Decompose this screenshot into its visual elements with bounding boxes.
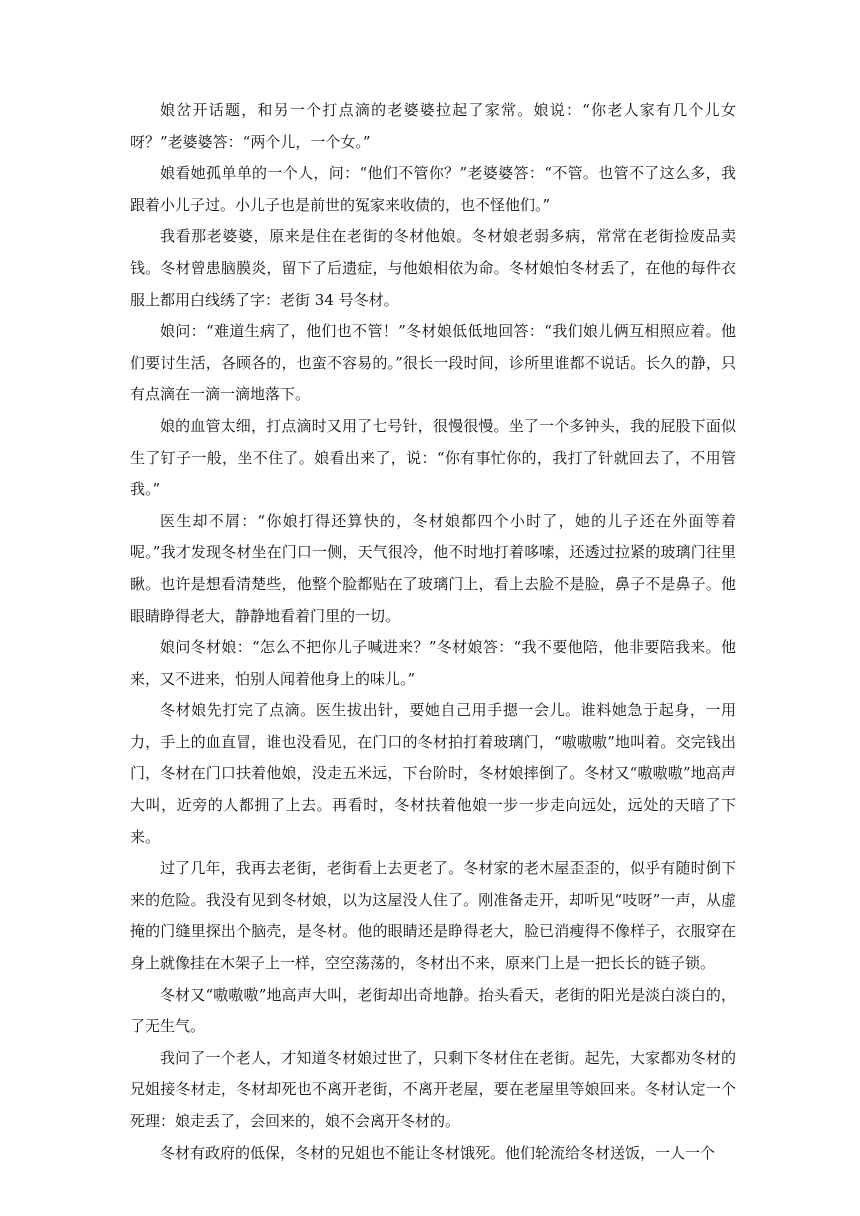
paragraph: 娘岔开话题，和另一个打点滴的老婆婆拉起了家常。娘说：“你老人家有几个儿女呀？”老婆婆答：“两个儿，一个女。” bbox=[130, 101, 736, 151]
paragraph: 娘问：“难道生病了，他们也不管！”冬材娘低低地回答：“我们娘儿俩互相照应着。他们要讨生活，各顾各的，也蛮不容易的。”很长一段时间，诊所里谁都不说话。长久的静，只有点滴在一滴一滴地落下。 bbox=[130, 322, 736, 404]
paragraph: 我问了一个老人，才知道冬材娘过世了，只剩下冬材住在老街。起先，大家都劝冬材的兄姐接冬材走，冬材却死也不离开老街，不离开老屋，要在老屋里等娘回来。冬材认定一个死理：娘走丢了，会回来的，娘不会离开冬材的。 bbox=[130, 1048, 736, 1130]
paragraph: 冬材娘先打完了点滴。医生拔出针，要她自己用手摁一会儿。谁料她急于起身，一用力，手上的血直冒，谁也没看见，在门口的冬材拍打着玻璃门，“嗷嗷嗷”地叫着。交完钱出门，冬材在门口扶着他娘，没走五米远，下台阶时，冬材娘摔倒了。冬材又“嗷嗷嗷”地高声大叫，近旁的人都拥了上去。再看时，冬材扶着他娘一步一步走向远处，远处的天暗了下来。 bbox=[130, 701, 736, 846]
paragraph: 娘的血管太细，打点滴时又用了七号针，很慢很慢。坐了一个多钟头，我的屁股下面似生了钉子一般，坐不住了。娘看出来了，说：“你有事忙你的，我打了针就回去了，不用管我。” bbox=[130, 416, 736, 499]
paragraph: 娘问冬材娘：“怎么不把你儿子喊进来？”冬材娘答：“我不要他陪，他非要陪我来。他来，又不进来，怕别人闻着他身上的味儿。” bbox=[130, 638, 736, 688]
paragraph: 医生却不屑：“你娘打得还算快的，冬材娘都四个小时了，她的儿子还在外面等着呢。”我才发现冬材坐在门口一侧，天气很冷，他不时地打着哆嗦，还透过拉紧的玻璃门往里瞅。也许是想看清楚些，他整个脸都贴在了玻璃门上，看上去脸不是脸，鼻子不是鼻子。他眼睛睁得老大，静静地看着门里的一切。 bbox=[130, 511, 736, 625]
paragraph: 过了几年，我再去老街，老街看上去更老了。冬材家的老木屋歪歪的，似乎有随时倒下来的危险。我没有见到冬材娘，以为这屋没人住了。刚准备走开，却听见“吱呀”一声，从虚掩的门缝里探出个脑壳，是冬材。他的眼睛还是睁得老大，脸已消瘦得不像样子，衣服穿在身上就像挂在木架子上一样，空空荡荡的，冬材出不来，原来门上是一把长长的链子锁。 bbox=[130, 859, 736, 973]
paragraph: 娘看她孤单单的一个人，问：“他们不管你？”老婆婆答：“不管。也管不了这么多，我跟着小儿子过。小儿子也是前世的冤家来收债的，也不怪他们。” bbox=[130, 164, 736, 214]
paragraph: 冬材又“嗷嗷嗷”地高声大叫，老街却出奇地静。抬头看天，老街的阳光是淡白淡白的，了无生气。 bbox=[130, 985, 736, 1036]
paragraph: 冬材有政府的低保，冬材的兄姐也不能让冬材饿死。他们轮流给冬材送饭，一人一个 bbox=[160, 1143, 716, 1162]
paragraph: 我看那老婆婆，原来是住在老街的冬材他娘。冬材娘老弱多病，常常在老街捡废品卖钱。冬材曾患脑膜炎，留下了后遗症，与他娘相依为命。冬材娘怕冬材丢了，在他的每件衣服上都用白线绣了字：老街 34 号冬材。 bbox=[130, 227, 736, 309]
document-page bbox=[130, 95, 736, 1169]
